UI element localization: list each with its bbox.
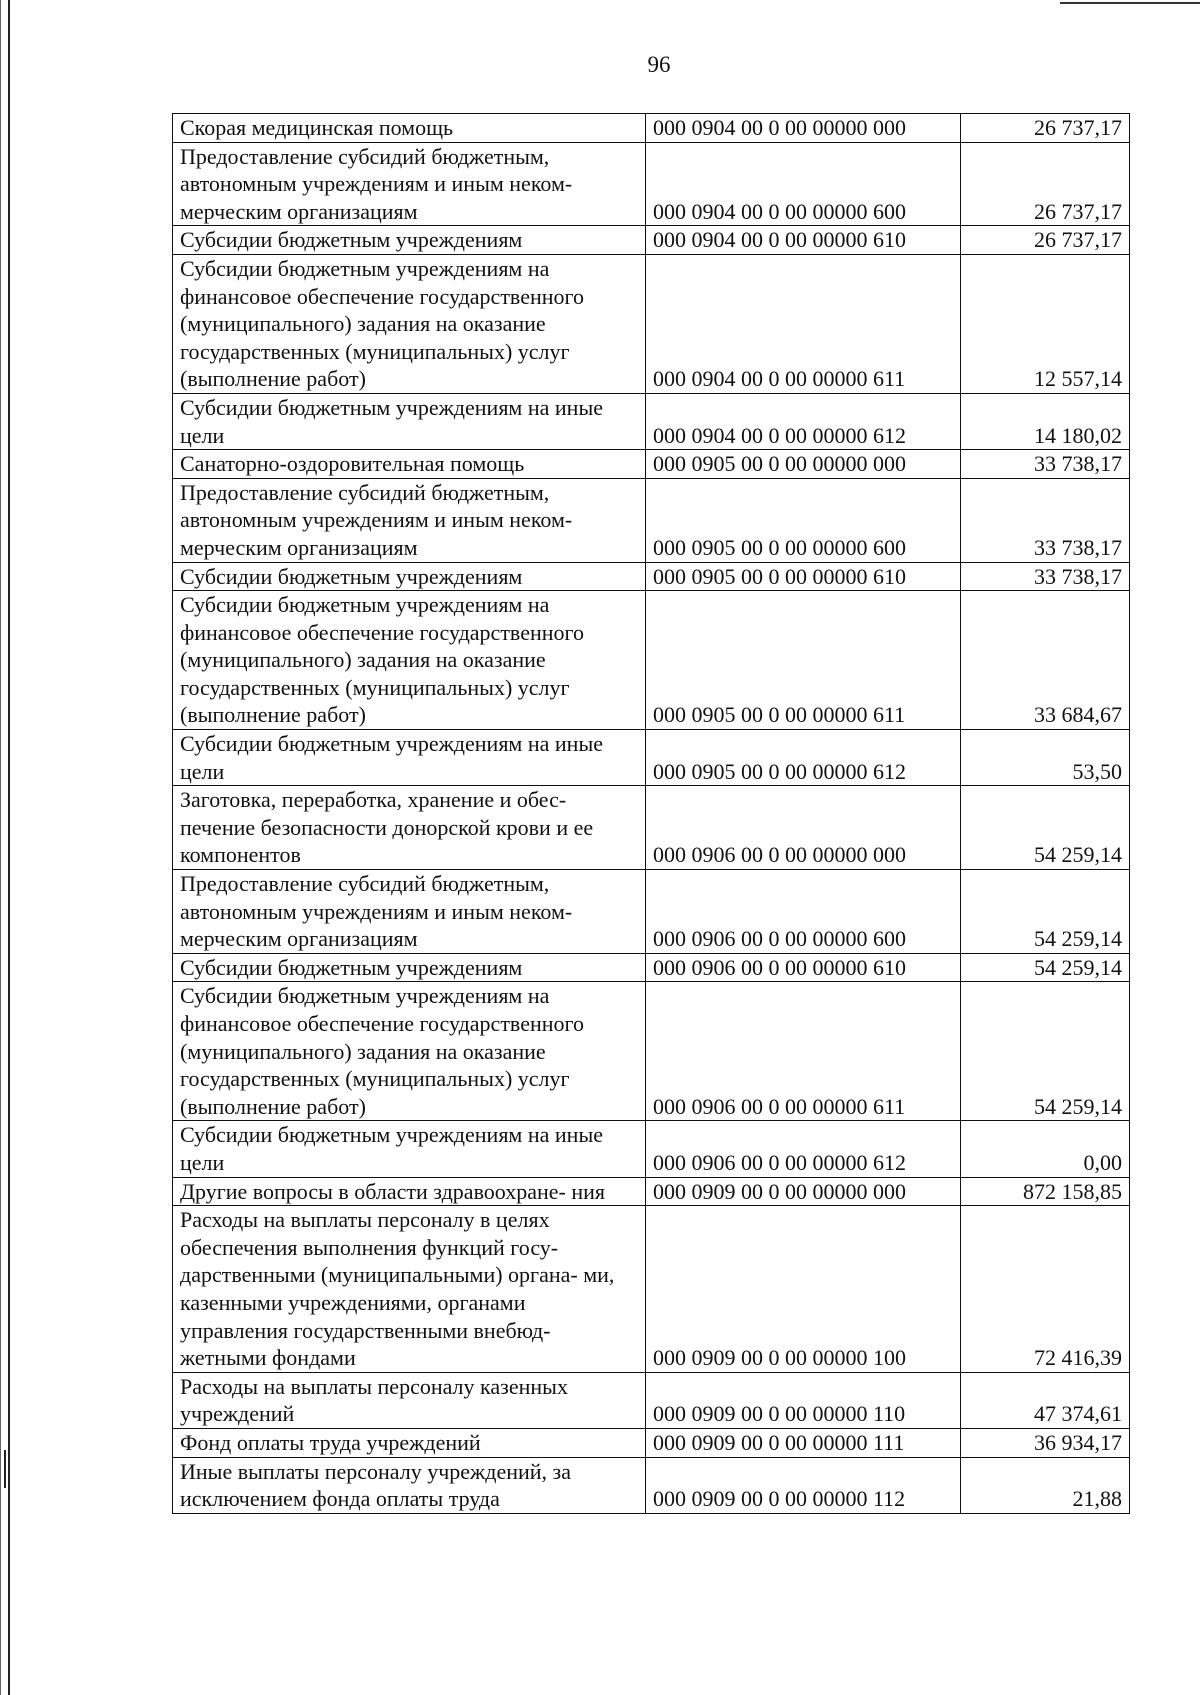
row-name-cell: Субсидии бюджетным учреждениям на финансовое обеспечение государственного (муниципального) задания на оказание государственных (муниципальных) услуг (выполнение работ) <box>173 982 646 1121</box>
table-row <box>173 982 1130 1121</box>
table-row <box>173 786 1130 870</box>
scan-edge-outer <box>0 0 1 1695</box>
row-amount-cell: 12 557,14 <box>961 254 1130 393</box>
row-name-cell: Субсидии бюджетным учреждениям на финансовое обеспечение государственного (муниципального) задания на оказание государственных (муниципальных) услуг (выполнение работ) <box>173 591 646 730</box>
row-name-cell: Субсидии бюджетным учреждениям на иные цели <box>173 1121 646 1177</box>
table-row <box>173 226 1130 255</box>
row-code-cell: 000 0906 00 0 00 00000 000 <box>646 786 961 870</box>
row-code-cell: 000 0904 00 0 00 00000 611 <box>646 254 961 393</box>
row-name-cell: Предоставление субсидий бюджетным, автономным учреждениям и иным неком- мерческим организациям <box>173 870 646 954</box>
row-name-cell: Субсидии бюджетным учреждениям на иные цели <box>173 730 646 786</box>
row-amount-cell: 54 259,14 <box>961 953 1130 982</box>
table-row <box>173 562 1130 591</box>
scan-edge-top <box>1060 2 1200 4</box>
row-code-cell: 000 0909 00 0 00 00000 100 <box>646 1206 961 1373</box>
row-amount-cell: 53,50 <box>961 730 1130 786</box>
table-row <box>173 450 1130 479</box>
row-name-cell: Субсидии бюджетным учреждениям <box>173 953 646 982</box>
row-code-cell: 000 0909 00 0 00 00000 110 <box>646 1372 961 1428</box>
row-code-cell: 000 0905 00 0 00 00000 611 <box>646 591 961 730</box>
row-amount-cell: 33 738,17 <box>961 450 1130 479</box>
row-name-cell: Санаторно-оздоровительная помощь <box>173 450 646 479</box>
row-code-cell: 000 0904 00 0 00 00000 612 <box>646 393 961 449</box>
row-name-cell: Иные выплаты персоналу учреждений, за исключением фонда оплаты труда <box>173 1457 646 1513</box>
row-code-cell: 000 0909 00 0 00 00000 111 <box>646 1428 961 1457</box>
table-row <box>173 1206 1130 1373</box>
table-row <box>173 142 1130 226</box>
table-row <box>173 393 1130 449</box>
row-amount-cell: 26 737,17 <box>961 142 1130 226</box>
row-name-cell: Субсидии бюджетным учреждениям <box>173 562 646 591</box>
row-code-cell: 000 0904 00 0 00 00000 600 <box>646 142 961 226</box>
page-number: 96 <box>647 52 671 77</box>
table-row <box>173 1457 1130 1513</box>
table-row <box>173 114 1130 143</box>
row-amount-cell: 72 416,39 <box>961 1206 1130 1373</box>
table-row <box>173 870 1130 954</box>
row-amount-cell: 26 737,17 <box>961 226 1130 255</box>
row-name-cell: Субсидии бюджетным учреждениям на иные цели <box>173 393 646 449</box>
table-row <box>173 591 1130 730</box>
row-amount-cell: 36 934,17 <box>961 1428 1130 1457</box>
row-code-cell: 000 0905 00 0 00 00000 610 <box>646 562 961 591</box>
row-name-cell: Предоставление субсидий бюджетным, автономным учреждениям и иным неком- мерческим организациям <box>173 478 646 562</box>
row-amount-cell: 14 180,02 <box>961 393 1130 449</box>
row-amount-cell: 33 684,67 <box>961 591 1130 730</box>
row-name-cell: Другие вопросы в области здравоохране- ния <box>173 1177 646 1206</box>
table-row <box>173 478 1130 562</box>
table-row <box>173 730 1130 786</box>
row-name-cell: Расходы на выплаты персоналу казенных учреждений <box>173 1372 646 1428</box>
row-name-cell: Предоставление субсидий бюджетным, автономным учреждениям и иным неком- мерческим организациям <box>173 142 646 226</box>
row-code-cell: 000 0905 00 0 00 00000 612 <box>646 730 961 786</box>
row-amount-cell: 0,00 <box>961 1121 1130 1177</box>
row-code-cell: 000 0906 00 0 00 00000 612 <box>646 1121 961 1177</box>
row-code-cell: 000 0909 00 0 00 00000 000 <box>646 1177 961 1206</box>
budget-table <box>172 113 1130 1514</box>
row-name-cell: Фонд оплаты труда учреждений <box>173 1428 646 1457</box>
row-amount-cell: 54 259,14 <box>961 982 1130 1121</box>
row-amount-cell: 26 737,17 <box>961 114 1130 143</box>
row-code-cell: 000 0906 00 0 00 00000 610 <box>646 953 961 982</box>
row-name-cell: Заготовка, переработка, хранение и обес- печение безопасности донорской крови и ее компонентов <box>173 786 646 870</box>
row-code-cell: 000 0906 00 0 00 00000 600 <box>646 870 961 954</box>
scan-edge-left <box>8 0 10 1695</box>
row-name-cell: Скорая медицинская помощь <box>173 114 646 143</box>
row-code-cell: 000 0906 00 0 00 00000 611 <box>646 982 961 1121</box>
table-row <box>173 953 1130 982</box>
row-code-cell: 000 0905 00 0 00 00000 000 <box>646 450 961 479</box>
row-amount-cell: 54 259,14 <box>961 786 1130 870</box>
row-code-cell: 000 0909 00 0 00 00000 112 <box>646 1457 961 1513</box>
row-amount-cell: 33 738,17 <box>961 562 1130 591</box>
row-amount-cell: 21,88 <box>961 1457 1130 1513</box>
table-row <box>173 1372 1130 1428</box>
budget-table-body <box>173 114 1130 1514</box>
table-row <box>173 1177 1130 1206</box>
row-name-cell: Субсидии бюджетным учреждениям на финансовое обеспечение государственного (муниципального) задания на оказание государственных (муниципальных) услуг (выполнение работ) <box>173 254 646 393</box>
table-row <box>173 1121 1130 1177</box>
row-amount-cell: 47 374,61 <box>961 1372 1130 1428</box>
row-amount-cell: 54 259,14 <box>961 870 1130 954</box>
row-code-cell: 000 0905 00 0 00 00000 600 <box>646 478 961 562</box>
table-row <box>173 254 1130 393</box>
table-row <box>173 1428 1130 1457</box>
row-code-cell: 000 0904 00 0 00 00000 000 <box>646 114 961 143</box>
row-name-cell: Расходы на выплаты персоналу в целях обеспечения выполнения функций госу- дарственными (муниципальными) органа- ми, казенными учреждениями, органами управления государственными внебюд- жетными фондами <box>173 1206 646 1373</box>
row-name-cell: Субсидии бюджетным учреждениям <box>173 226 646 255</box>
row-amount-cell: 872 158,85 <box>961 1177 1130 1206</box>
row-code-cell: 000 0904 00 0 00 00000 610 <box>646 226 961 255</box>
scan-mark <box>4 1450 6 1488</box>
row-amount-cell: 33 738,17 <box>961 478 1130 562</box>
